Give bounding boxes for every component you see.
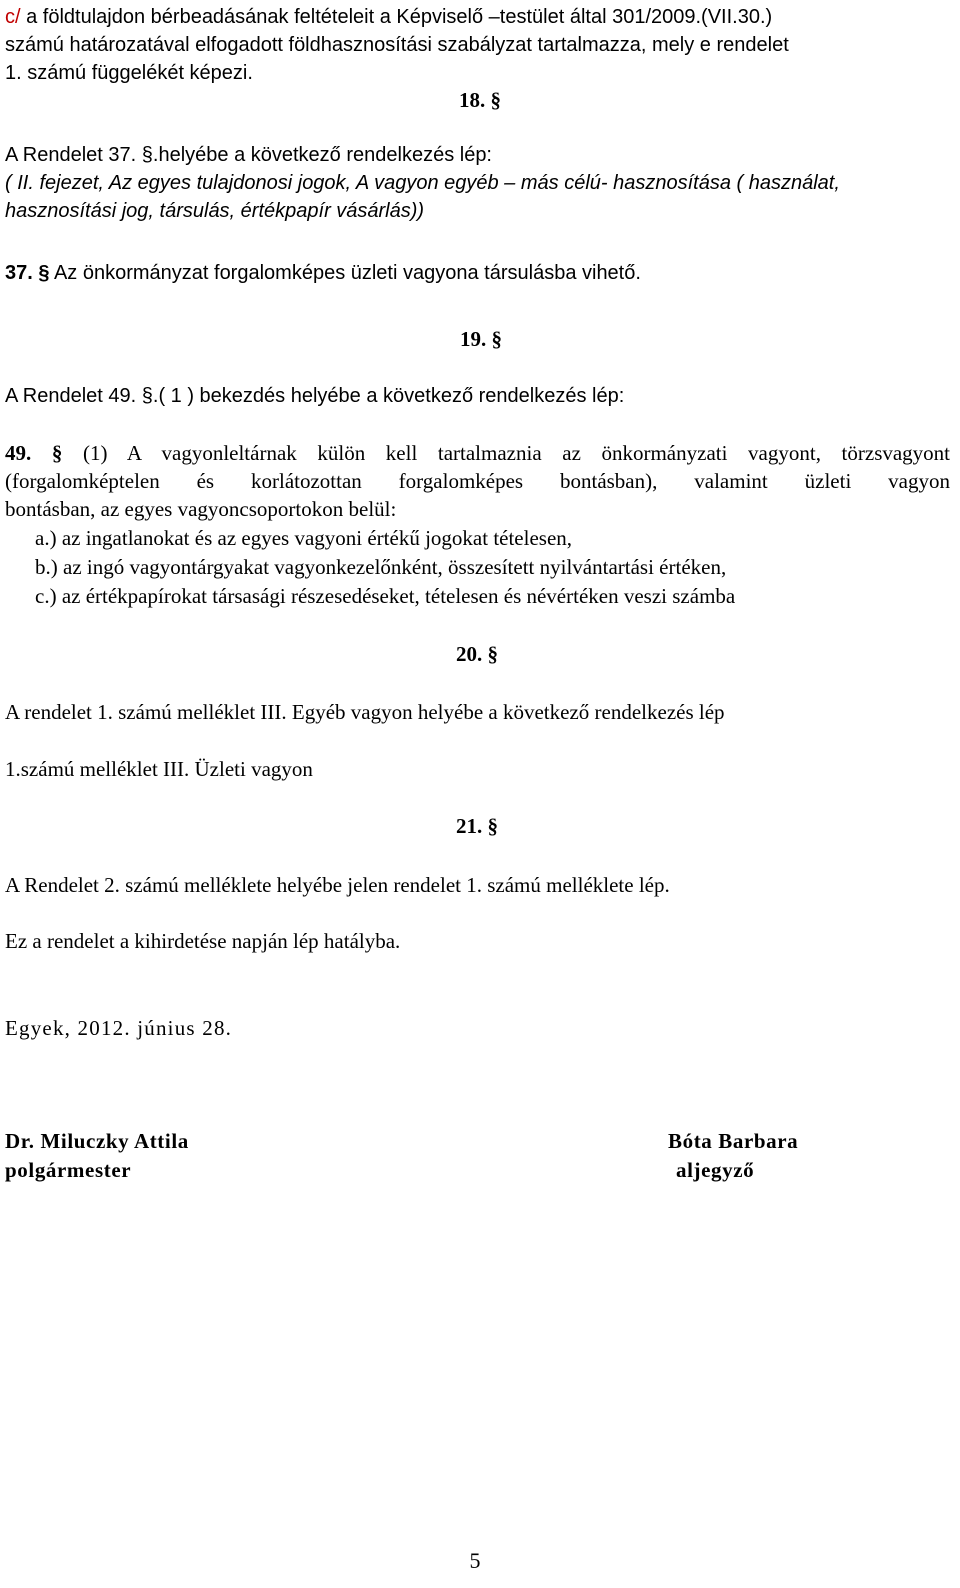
list-item-a: a.) az ingatlanokat és az egyes vagyoni értékű jogokat tételesen,: [35, 526, 573, 550]
intro-marker: c/: [5, 6, 21, 28]
section-21-text: A Rendelet 2. számú melléklete helyébe jelen rendelet 1. számú melléklete lép.: [5, 873, 670, 897]
list-item-c: c.) az értékpapírokat társasági részesedéseket, tételesen és névértéken veszi számba: [35, 584, 736, 608]
list-item-b: b.) az ingó vagyontárgyakat vagyonkezelőnként, összesített nyilvántartási értéken,: [35, 555, 727, 579]
paragraph-49-line-1-text: (1) A vagyonleltárnak külön kell tartalmaznia az önkormányzati vagyont, törzsvagyont: [82, 441, 951, 465]
section-20-heading: 20. §: [456, 642, 498, 666]
section-20-replacement: 1.számú melléklet III. Üzleti vagyon: [5, 757, 313, 781]
intro-line-2: számú határozatával elfogadott földhasznosítási szabályzat tartalmazza, mely e rendelet: [5, 34, 789, 56]
section-18-chapter-line-2: hasznosítási jog, társulás, értékpapír vásárlás)): [5, 200, 425, 222]
paragraph-49-line-2: (forgalomképtelen és korlátozottan forgalomképes bontásban), valamint üzleti vagyon: [5, 469, 950, 493]
paragraph-37-text: Az önkormányzat forgalomképes üzleti vagyona társulásba vihető.: [53, 262, 641, 284]
signature-right-name: Bóta Barbara: [668, 1129, 799, 1153]
paragraph-49-line-1: [5, 440, 950, 466]
place-date: Egyek, 2012. június 28.: [5, 1016, 233, 1040]
signature-left-title: polgármester: [5, 1158, 132, 1182]
intro-line-3: 1. számú függelékét képezi.: [5, 62, 253, 84]
section-18-intro: A Rendelet 37. §.helyébe a következő rendelkezés lép:: [5, 144, 492, 166]
page-number: 5: [469, 1548, 481, 1573]
section-19-intro: A Rendelet 49. §.( 1 ) bekezdés helyébe a következő rendelkezés lép:: [5, 385, 625, 407]
section-18-heading: 18. §: [459, 88, 501, 112]
section-20-text: A rendelet 1. számú melléklet III. Egyéb vagyon helyébe a következő rendelkezés lép: [5, 700, 725, 724]
paragraph-49-number: 49. §: [5, 441, 63, 465]
section-21-heading: 21. §: [456, 814, 498, 838]
section-18-chapter-line-1: ( II. fejezet, Az egyes tulajdonosi jogok, A vagyon egyéb – más célú- hasznosítása ( használat,: [5, 172, 840, 194]
signature-right-title: aljegyző: [676, 1158, 755, 1182]
effective-clause: Ez a rendelet a kihirdetése napján lép hatályba.: [5, 929, 401, 953]
intro-line-1: [5, 4, 772, 30]
signature-left-name: Dr. Miluczky Attila: [5, 1129, 189, 1153]
section-19-heading: 19. §: [460, 327, 502, 351]
section-18-paragraph: [5, 260, 641, 286]
paragraph-49-line-3: bontásban, az egyes vagyoncsoportokon belül:: [5, 497, 397, 521]
paragraph-37-number: 37. §: [5, 262, 50, 284]
intro-line-1-text: a földtulajdon bérbeadásának feltételeit a Képviselő –testület által 301/2009.(VII.30.): [20, 6, 773, 28]
